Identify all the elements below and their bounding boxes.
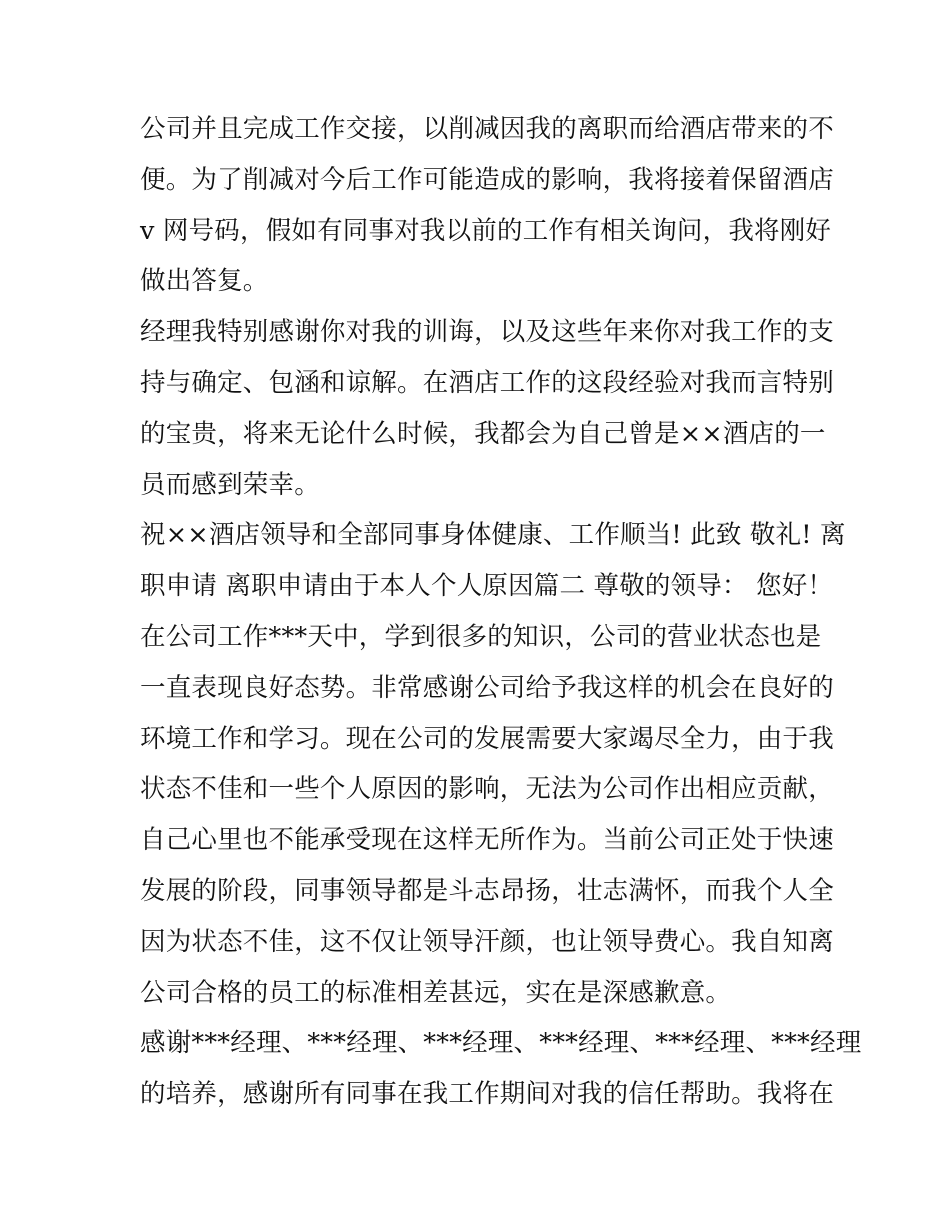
text-line: 做出答复。 xyxy=(140,266,269,297)
text-line: 员而感到荣幸。 xyxy=(140,469,320,500)
text-line: 发展的阶段，同事领导都是斗志昂扬，壮志满怀，而我个人全 xyxy=(140,875,834,906)
text-line: 职申请 离职申请由于本人个人原因篇二 尊敬的领导： 您好！ xyxy=(140,571,834,602)
text-line: 环境工作和学习。现在公司的发展需要大家竭尽全力，由于我 xyxy=(140,723,834,754)
text-line: 感谢***经理、***经理、***经理、***经理、***经理、***经理 xyxy=(140,1028,862,1059)
text-line: 状态不佳和一些个人原因的影响，无法为公司作出相应贡献， xyxy=(140,774,834,805)
text-line: 祝××酒店领导和全部同事身体健康、工作顺当! 此致 敬礼! 离 xyxy=(140,520,846,551)
text-line: 在公司工作***天中，学到很多的知识，公司的营业状态也是 xyxy=(140,621,822,652)
text-line: 公司并且完成工作交接，以削减因我的离职而给酒店带来的不 xyxy=(140,114,834,144)
text-line: 持与确定、包涵和谅解。在酒店工作的这段经验对我而言特别 xyxy=(140,367,834,398)
text-line: 的宝贵，将来无论什么时候，我都会为自己曾是××酒店的一 xyxy=(140,418,826,449)
text-line: 自己心里也不能承受现在这样无所作为。当前公司正处于快速 xyxy=(140,825,834,856)
text-line: 的培养，感谢所有同事在我工作期间对我的信任帮助。我将在 xyxy=(140,1079,834,1110)
text-line: 便。为了削减对今后工作可能造成的影响，我将接着保留酒店 xyxy=(140,164,834,195)
text-line: v 网号码，假如有同事对我以前的工作有相关询问，我将刚好 xyxy=(140,215,832,246)
text-line: 经理我特别感谢你对我的训诲，以及这些年来你对我工作的支 xyxy=(140,317,834,348)
text-line: 因为状态不佳，这不仅让领导汗颜，也让领导费心。我自知离 xyxy=(140,926,834,957)
text-line: 公司合格的员工的标准相差甚远，实在是深感歉意。 xyxy=(140,977,732,1008)
text-line: 一直表现良好态势。非常感谢公司给予我这样的机会在良好的 xyxy=(140,672,834,703)
document-body xyxy=(140,104,862,1120)
